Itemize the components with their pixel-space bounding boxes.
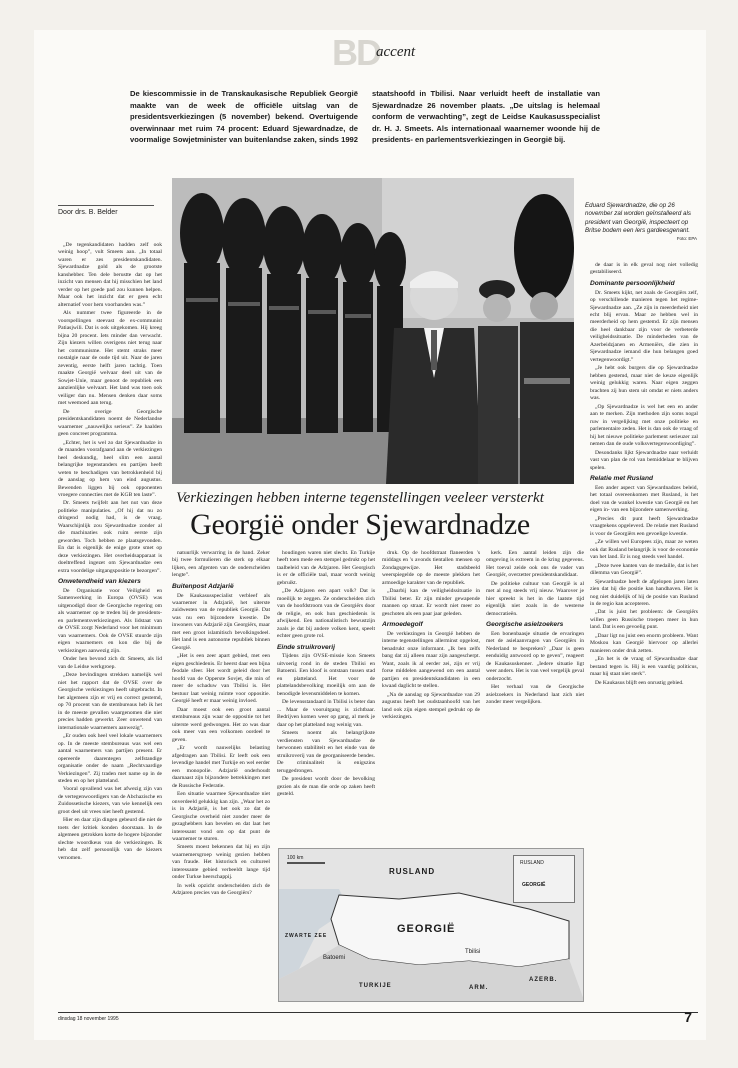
inset-label-top: RUSLAND bbox=[520, 860, 544, 866]
section-name: accent bbox=[376, 44, 416, 60]
main-photo bbox=[172, 178, 574, 484]
photo-credit: Foto: EPA bbox=[676, 236, 697, 242]
newspaper-page bbox=[34, 30, 706, 1040]
article-lead: De kiescommissie in de Transkaukasische Republiek Georgië maakte van de week de officiële uitslag van de presidentsverkiezingen (5 november) bekend. Overtuigende overwinnaar met ruim 74 procent: Eduard Sjewardnadze, de voormalige Sowjetminister van buitenlandse zaken, sinds 1992 staatshoofd in Tbilisi. Naar verluidt heeft de installatie van Sjewardnadze 26 november plaats. „De uitslag is helemaal conform de verwachting”, zegt de Leidse Kaukasusspecialist dr. H. J. Smeets. Als internationaal waarnemer woonde hij de presidents- en parlementsverkiezingen in Georgië bij. bbox=[130, 89, 600, 145]
article-kicker: Verkiezingen hebben interne tegenstellingen veeleer versterkt bbox=[176, 490, 544, 506]
subheading: Einde struikroverij bbox=[277, 643, 335, 651]
paragraph: „En het is de vraag of Sjewardnadze daar bestand tegen is. Hij is een vaardig politicus, maar hij staat niet sterk”. bbox=[590, 656, 698, 678]
paragraph: Sjewardnadze heeft de afgelopen jaren laten zien dat hij die positie kan handhaven. Het is nog niet duidelijk of hij de positie van Rusland in de regio kan accepteren. bbox=[590, 578, 698, 607]
paragraph: Een bonenbaasje situatie de ervaringen met de asielaanvragen van Georgiërs in Nederland te bespreken? „Daar is geen eenduidig antwoord op te geven”, reageert de Kaukasuskenner. „Iedere situatie ligt weer anders. Het is van veel vergelijk geval onderzocht. bbox=[486, 630, 584, 682]
page-footer bbox=[58, 1009, 698, 1025]
byline: Door drs. B. Belder bbox=[58, 205, 154, 216]
map-label-arm: ARM. bbox=[469, 985, 489, 991]
subheading: Armoedegolf bbox=[382, 621, 423, 629]
inset-label-mid: GEORGIË bbox=[522, 882, 546, 888]
paragraph: Smeets noemt als belangrijkste verdiensten van Sjewardnadze de herwonnen stabiliteit en het einde van de struikroverij van de georganiseerde bendes. De criminaliteit is enigszins teruggedrongen. bbox=[277, 730, 375, 774]
paragraph: Hier en daar zijn dingen gebeurd die niet de toets der kritiek konden doorstaan. In de algemeen getrokken korte de hogere bijzonder slechte woordkeus van de verkiezingen. Ik heb dat zelf persoonlijk van de kiezers vernomen. bbox=[58, 817, 162, 861]
paragraph: „Precies dit punt heeft Sjewardnadze vraagtekens opgeleverd. De relatie met Rusland is voor de Georgiërs een gevoelige kwestie. bbox=[590, 515, 698, 537]
paragraph: „De Adzjaren een apart volk? Dat is moeilijk te zeggen. Ze onderscheiden zich van de hoofdstroom van de Georgiërs door de religie, en ook hun geschiedenis is afwijkend. Een nationalistisch bewustzijn zoals je dat bij andere volken kent, speelt echter geen grote rol. bbox=[277, 588, 375, 640]
paragraph: De Kaukasus blijft een onrustig gebied. bbox=[595, 679, 684, 686]
paragraph: „Dat is juist het probleem: de Georgiërs willen geen Russische troepen meer in hun land. Dat is een gevoelig punt. bbox=[590, 609, 698, 631]
paragraph: „Je hebt ook burgers die op Sjewardnadze hebben gestemd, maar niet de keuze eigenlijk weinig gelukkig waren. Naar eigen zeggen brachten zij hun stem uit omdat er niets anders was. bbox=[590, 365, 698, 402]
paragraph: „Daarbij kan de veiligheidssituatie in Tbilisi beter. Er zijn minder gewapende mannen op straat. Er wordt niet meer zo geschoten als een paar jaar geleden. bbox=[382, 588, 480, 617]
paragraph: Het verhaal van de Georgische asielzoekers in Nederland laat zich niet zonder meer vergelijken. bbox=[486, 684, 584, 706]
map-scale: 100 km bbox=[287, 855, 304, 861]
paragraph: „Ze willen wel Europees zijn, maar ze weten ook dat Rusland belangrijk is voor de economie van het land. Er is nog steeds veel handel. bbox=[590, 539, 698, 561]
caption-text: Eduard Sjewardnadze, die op 26 november zal worden geïnstalleerd als president van Georgië, inspecteert op Britse bodem een lers gardeesgenant. bbox=[585, 202, 691, 235]
map-city-batoemi: Batoemi bbox=[323, 955, 346, 961]
paragraph: Daar moest ook een groot aantal stembureaus zijn waar de oppositie tot het uiterste werd gedwongen. Het zo was daar ook meer van een volkomen oordeel te geven. bbox=[172, 706, 270, 743]
photo-caption bbox=[585, 202, 697, 243]
paragraph: „Er wordt nauwelijks belasting afgedragen aan Tbilisi. Er leeft ook een levendige handel met Turkije en wel eerder een monopolie. Adzjarië onderhoudt daarnaast zijn bijzondere betrekkingen met de Russische Federatie. bbox=[172, 745, 270, 789]
paragraph: Een situatie waarmee Sjewardnadze niet onverdeeld gelukkig kan zijn. „Waar het zo is in Adzjarië, is het ook zo dat de Georgische overheid niet zonder meer de gezaghebbers kan bevelen en dat laat het interessant vond om op dat punt de waarnemer te sturen. bbox=[172, 791, 270, 842]
footer-date: dinsdag 18 november 1995 bbox=[58, 1016, 119, 1022]
map-inset bbox=[513, 855, 575, 903]
paragraph: „De tegenkandidaten hadden zelf ook weinig hoop”, vult Smeets aan. „In totaal waren er zes presidentskandidaten. Sjewardnadze gold als de grootste kanshebber. Ten dele berustte dat op het inzicht van mensen dat hij misschien het land verder op het goede pad zou kunnen helpen. Maar ook het inzicht dat er geen echt alternatief voor hem voorhanden was.” bbox=[58, 242, 162, 308]
subheading: Georgische asielzoekers bbox=[486, 621, 564, 629]
paragraph: Dr. Smeets twijfelt aan het nut van deze politieke manipulaties. „Of hij dat nu zo dringend nodig had, is de vraag. Waarschijnlijk zou Sjewardnadze zonder al die machinaties ook ruim eerste zijn geworden. Toch hebben ze plaatsgevonden. En dat is eigenlijk de enige grote smet op deze verkiezingen. Het overheidsapparaat is doeltreffend ingezet om Sjewardnadze een extra voordelige uitgangspositie te bezorgen”. bbox=[58, 500, 162, 574]
map-label-turkije: TURKIJE bbox=[359, 983, 392, 989]
map-label-azerb: AZERB. bbox=[529, 977, 558, 983]
text-column-2 bbox=[172, 550, 270, 1002]
paragraph: „Er ouden ook heel veel lokale waarnemers op. In de meeste stembureaus was wel een aantal waarnemers van partijen present. Er opereerde daarentegen zelfstandige organisatie onder de naam „Rechtvaardige Verkiezingen”. Zij traden met name op in de steden en op het platteland. bbox=[58, 733, 162, 784]
section-masthead bbox=[302, 30, 462, 84]
paragraph: „Deze bevindingen strekken namelijk wel niet het rapport dat de OVSE over de Georgische verkiezingen heeft uitgebracht. In het algemeen zijn er vrij en correct gestemd, op 70 procent van de stembureaus heb ik het in de meeste gevallen waargenomen die niet precies hadden gewerkt. Zeer onwetend van internationale waarnemers aanwezig”. bbox=[58, 672, 162, 731]
georgia-map bbox=[278, 848, 584, 1002]
subheading: Relatie met Rusland bbox=[590, 475, 654, 483]
subheading: Buitenpost Adzjarië bbox=[172, 582, 234, 590]
map-label-zwarte-zee: ZWARTE ZEE bbox=[285, 933, 328, 939]
paragraph: De president wordt door de bevolking gezien als de man die orde op zaken heeft gesteld. bbox=[277, 776, 375, 798]
paragraph: „Daar ligt nu juist een enorm probleem. Want Moskou kan Georgië hiervoor op allerlei manieren onder druk zetten. bbox=[590, 632, 698, 654]
paragraph: In welk opzicht onderscheiden zich de Adzjaren precies van de Georgiërs? bbox=[172, 882, 270, 897]
guards-photo-illustration bbox=[172, 178, 574, 484]
paragraph: Smeets moest bekennen dat hij en zijn waarnemersgroep weinig gezien hebben van fraude. Het historisch en cultureel interessante gebied verbeeldt lange tijd onder Turkse heerschappij. bbox=[172, 844, 270, 881]
paragraph: „Echter, het is wel zo dat Sjewardnadze in de maanden voorafgaand aan de verkiezingen heel deskundig, heel slim een aantal belangrijke tegenstanders en partijen heeft weten te beschadigen van betrokkenheid bij de aanslag op hem van eind augustus. Bewenden liggen bij ook opponenten vroegere connecties met de KGB ten laste”. bbox=[58, 439, 162, 498]
text-column-5 bbox=[486, 550, 584, 840]
paragraph: De verkiezingen in Georgië hebben de interne tegenstellingen allerminst opgelost, benadrukt onze informant. „Ik ben zelfs bang dat zij alleen maar zijn aangescherpt. Want, zoals ik al eerder zei, zijn er vrij forse middelen aangewend om een aantal partijen en presidentskandidaten in een kwaad daglicht te stellen. bbox=[382, 630, 480, 690]
paragraph: De politieke cultuur van Georgië is al met al nog steeds vrij nieuw. Waarover je hier spreekt is het in die laatste tijd eigenlijk niet zoals in de westerse democratieën. bbox=[486, 580, 584, 617]
paragraph: houdingen waren niet slecht. En Turkije heeft toen mede een stempel gedrukt op het taalbeleid van de Adzjaren. Het Georgisch is er de officiële taal, maar wordt weinig gebruikt. bbox=[277, 550, 375, 586]
paragraph: „Na de aanslag op Sjewardnadze van 29 augustus heeft het oudstaanhoofd van het land ook zijn eigen stempel gedrukt op de verkiezingen. bbox=[382, 691, 480, 721]
paragraph: Dr. Smeets kijkt, net zoals de Georgiërs zelf, op verschillende manieren tegen het regime-Sjewardnadze aan. „Ze zijn in meerderheid niet echt blij ervan. Maar ze hebben wel in meerderheid op hem gestemd. Er zijn mensen die heel dankbaar zijn voor de verbeterde veiligheidssituatie. De minderheden van de Azerbeidzjanen en Armeniërs, die zien in Sjewardnadze iemand die hun belangen goed vertegenwoordigt.” bbox=[590, 289, 698, 363]
map-city-tbilisi: Tbilisi bbox=[465, 949, 481, 955]
page-number: 7 bbox=[684, 1009, 692, 1025]
text-column-4 bbox=[382, 550, 480, 840]
paragraph: Onder hen bevond zich dr. Smeets, als lid van de Leidse werkgroep. bbox=[58, 656, 162, 670]
map-label-rusland: RUSLAND bbox=[389, 867, 436, 876]
paragraph: De overige Georgische presidentskandidaten noemt de Nederlandse waarnemer „nauwelijks serieus”. Ze haalden geen concreet programma. bbox=[58, 408, 162, 438]
paragraph: druk. Op de hoofdstraat flaneerden 's middags en 's avonds tientallen mensen op Zondagsgewijze. Het stadsbeeld weerspiegelde op de meeste plekken het armoedige karakter van de republiek. bbox=[382, 550, 480, 586]
paragraph: Een ander aspect van Sjewardnadzes beleid, het totaal overeenkomen met Rusland, is het doel van de wankel kwestie van Georgië en het eigen in- van een bijzondere samenwerking. bbox=[590, 484, 698, 514]
paragraph: „Het is een zeer apart gebied, met een eigen geschiedenis. Er heerst daar een bijna feodale sfeer. Het wordt geleid door het hoofd van de Opperste Sovjet, die min of meer de schaduw van Tbilisi is. Het bestuur laat weinig ruimte voor oppositie. Georgië heeft er maar weinig invloed. bbox=[172, 653, 270, 705]
masthead-logo: BD bbox=[332, 32, 380, 73]
text-column-1 bbox=[58, 242, 162, 1002]
subheading: Dominante persoonlijkheid bbox=[590, 279, 675, 287]
paragraph: De Kaukasusspecialist verbleef als waarnemer in Adzjarië, het uiterste zuidwesten van de republiek Georgië. Dat was nu een bijzondere kwestie. De inwoners van Adzjarië zijn Georgiërs, maar met een groot islamitisch bevolkingsdeel. Het land is een autonome republiek binnen Georgië. bbox=[172, 592, 270, 651]
paragraph: „Deze twee kanten van de medaille, dat is het dilemma van Georgië”. bbox=[590, 562, 698, 577]
text-column-6 bbox=[590, 262, 698, 1002]
map-label-georgie: GEORGIË bbox=[397, 923, 456, 935]
paragraph: Als nummer twee figureerde in de voorspellingen steevast de ex-communist Patiasjwili. Dat is ook uitgekomen. Hij kreeg bijna 20 procent. Iets minder dan verwacht. Zijn kiezers willen overigens niet terug naar het communisme. Het stemt straks meer nostalgie naar de oude tijd uit. Naar de jaren zeventig, eerste helft jaren tachtig. Toen maakte Georgië welvaar deel uit van de Sowjet-Unie, maar genoot de republiek een aanzienlijke welvaart. Het land was toen ook veiliger dan nu. Mensen denken daar soms met weemoed aan terug. bbox=[58, 310, 162, 407]
subheading: Onwetendheid van kiezers bbox=[58, 578, 141, 586]
paragraph: kerk. Een aantal leiden zijn die omgeving is extreem in de kring gegevens. Het toeval zeide ook ons de vader van Georgiër, overzetter presidentskandidaat. bbox=[486, 550, 584, 579]
paragraph: De Organisatie voor Veiligheid en Samenwerking in Europa (OVSE) was uitgenodigd door de Georgische regering om als waarnemer op te treden bij de presidents- en parlementsverkiezingen. Als lidstaat van de OVSE zorgt Nederland voor het minimum van waarnemers. Ook de OVSE stuurde zijn eigen waarnemers en kon die bij de verkiezingen aanwezig zijn. bbox=[58, 587, 162, 654]
paragraph: de daar is in elk geval nog niet volledig gestabiliseerd. bbox=[590, 262, 698, 276]
paragraph: Tijdens zijn OVSE-missie kon Smeets uitvoerig rond in de steden Tbilisi en Batoemi. Een kloof is ontstaan tussen stad en platteland. Het voor de plattelandsbevolking moeilijk om aan de benodigde levensmiddelen te komen. bbox=[277, 653, 375, 697]
paragraph: natuurlijk verwarring in de hand. Zeker bij twee formulieren die sterk op elkaar lijken, een afgenten van de onderscheiden lengte”. bbox=[172, 550, 270, 579]
paragraph: Vooral opvallend was het afwezig zijn van de vertegenwoordigers van de Abchazische en Zuidossetische kiezers, van wie kennelijk een groot deel uit vrees niet heeft gestemd. bbox=[58, 786, 162, 815]
article-headline: Georgië onder Sjewardnadze bbox=[190, 508, 530, 541]
paragraph: De levensstandaard in Tbilisi is beter dan ... Maar de vooruitgang is zichtbaar. Bedrijven komen weer op gang, al merk je daar op het platteland nog weinig van. bbox=[277, 699, 375, 728]
paragraph: „Op Sjewardnadze is wel het een en ander aan te merken. Zijn methoden zijn soms nogal ruw in vergelijking met onze politieke en parlementaire zeden. Het is dan ook de vraag of hij het nieuwe politieke parlement serieuzer zal nemen dan de oude volksvertegenwoordiging”. bbox=[590, 403, 698, 448]
paragraph: Desondanks lijkt Sjewardnadze naar verluidt vast van plan de rol van bemiddelaar te blijven spelen. bbox=[590, 449, 698, 471]
